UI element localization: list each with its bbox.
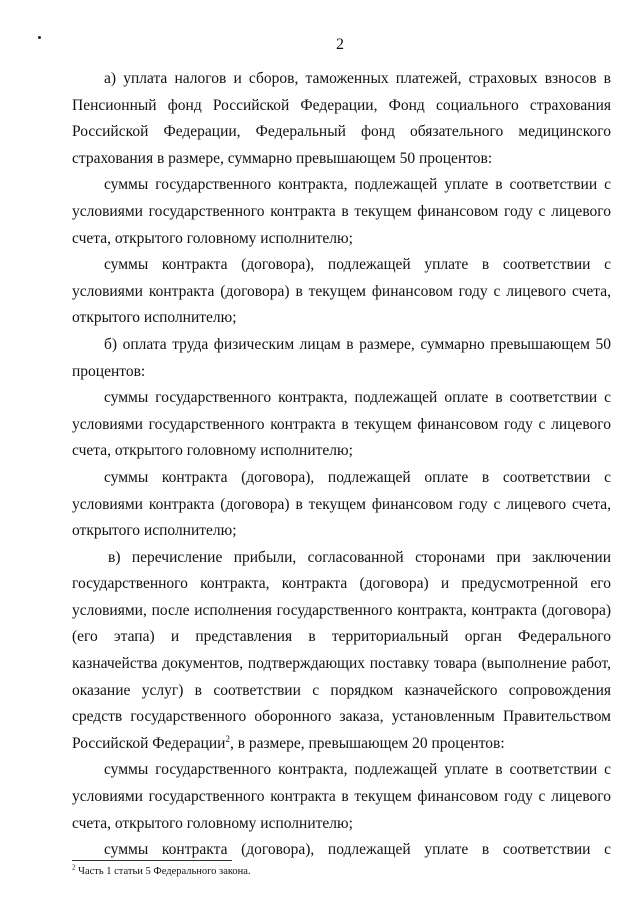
paragraph-b-2: суммы контракта (договора), подлежащей оплате в соответствии с условиями контракта (договора) в текущем финансовом году с лицевого счета, открытого исполнителю; bbox=[72, 468, 611, 540]
document-body bbox=[72, 66, 611, 864]
paragraph-v bbox=[72, 545, 611, 758]
page-number: 2 bbox=[336, 36, 344, 53]
footnote-ref: 2 bbox=[225, 733, 230, 744]
footnote-number: 2 bbox=[72, 863, 76, 872]
footnote bbox=[72, 863, 251, 877]
paragraph-a: а) уплата налогов и сборов, таможенных платежей, страховых взносов в Пенсионный фонд Российской Федерации, Фонд социального страхования Российской Федерации, Федеральный фонд обязательного медицинского страхования в размере, суммарно превышающем 50 процентов: bbox=[72, 70, 611, 167]
paragraph-v-text: в) перечисление прибыли, согласованной сторонами при заключении государственного контракта, контракта (договора) и предусмотренной его условиями, после исполнения государственного контракта, контракта (договора) (его этапа) и представления в территориальный орган Федерального казначейства документов, подтверждающих поставку товара (выполнение работ, оказание услуг) в соответствии с порядком казначейского сопровождения средств государственного оборонного заказа, установленным Правительством Российской Федерации bbox=[72, 548, 611, 752]
paragraph-a-2: суммы контракта (договора), подлежащей уплате в соответствии с условиями контракта (договора) в текущем финансовом году с лицевого счета, открытого исполнителю; bbox=[72, 256, 611, 327]
paragraph-b: б) оплата труда физическим лицам в размере, суммарно превышающем 50 процентов: bbox=[72, 335, 611, 380]
paragraph-b-1: суммы государственного контракта, подлежащей оплате в соответствии с условиями государственного контракта в текущем финансовом году с лицевого счета, открытого головному исполнителю; bbox=[72, 389, 611, 460]
paragraph-v-1: суммы государственного контракта, подлежащей уплате в соответствии с условиями государственного контракта в текущем финансовом году с лицевого счета, открытого головному исполнителю; bbox=[72, 761, 611, 832]
paragraph-v-2: суммы контракта (договора), подлежащей уплате в соответствии с bbox=[104, 841, 611, 859]
footnote-text: Часть 1 статьи 5 Федерального закона. bbox=[78, 866, 251, 877]
footnote-divider bbox=[72, 860, 232, 861]
paragraph-v-tail: , в размере, превышающем 20 процентов: bbox=[229, 734, 505, 752]
paragraph-a-1: суммы государственного контракта, подлежащей уплате в соответствии с условиями государственного контракта в текущем финансовом году с лицевого счета, открытого головному исполнителю; bbox=[72, 176, 611, 247]
